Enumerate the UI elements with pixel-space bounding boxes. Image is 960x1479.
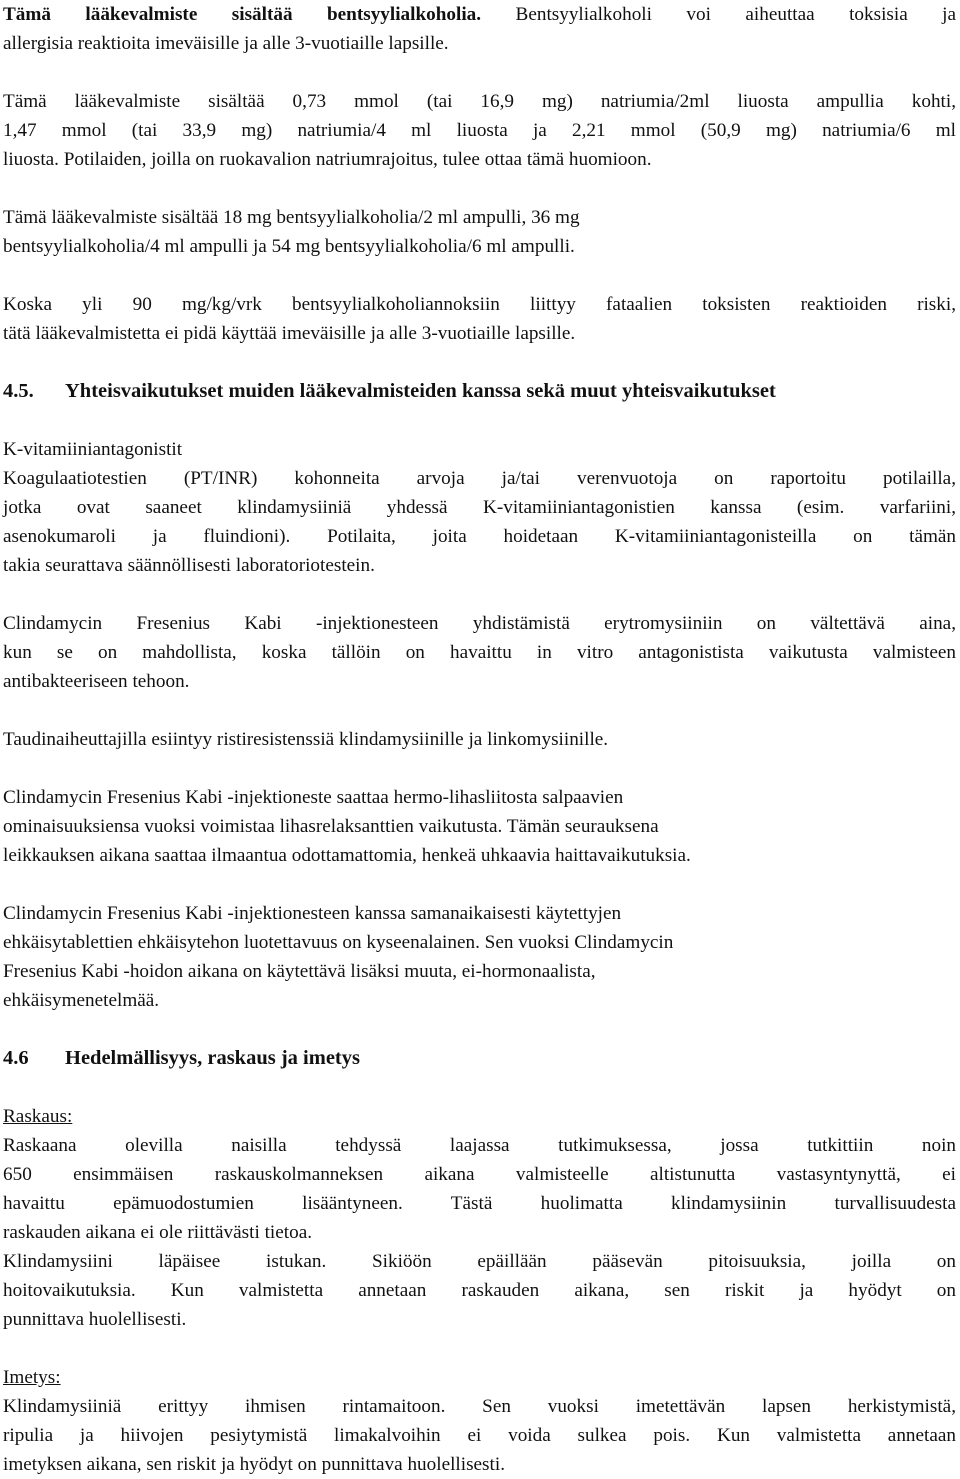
spacer	[3, 870, 956, 899]
spacer	[3, 58, 956, 87]
bold-warning-text: Tämä lääkevalmiste sisältää bentsyylialkoholia.	[3, 4, 482, 25]
text-line: tätä lääkevalmistetta ei pidä käyttää imeväisille ja alle 3-vuotiaille lapsille.	[3, 323, 576, 344]
text-line: allergisia reaktioita imeväisille ja alle 3-vuotiaille lapsille.	[3, 33, 449, 54]
text-line: Klindamysiiniä erittyy ihmisen rintamaitoon. Sen vuoksi imetettävän lapsen herkistymistä,	[3, 1396, 956, 1417]
paragraph-contraceptives	[3, 899, 956, 1015]
paragraph-benzyl-alcohol-warning	[3, 0, 956, 58]
text-line: Tämä lääkevalmiste sisältää 0,73 mmol (tai 16,9 mg) natriumia/2ml liuosta ampullia kohti,	[3, 91, 956, 112]
section-number: 4.5.	[3, 380, 34, 402]
text-line: imetyksen aikana, sen riskit ja hyödyt on punnittava huolellisesti.	[3, 1454, 505, 1475]
pregnancy-label: Raskaus:	[3, 1106, 73, 1127]
text-line: Clindamycin Fresenius Kabi -injektionesteen kanssa samanaikaisesti käytettyjen	[3, 903, 622, 924]
paragraph-toxicity-risk	[3, 290, 956, 348]
spacer	[3, 580, 956, 609]
text-line: jotka ovat saaneet klindamysiiniä yhdessä K-vitamiiniantagonistien kanssa (esim. varfariini,	[3, 497, 956, 518]
text-line: bentsyylialkoholia/4 ml ampulli ja 54 mg bentsyylialkoholia/6 ml ampulli.	[3, 236, 575, 257]
text-line: Klindamysiini läpäisee istukan. Sikiöön epäillään pääsevän pitoisuuksia, joilla on	[3, 1251, 956, 1272]
text-line: takia seurattava säännöllisesti laboratoriotestein.	[3, 555, 375, 576]
spacer	[3, 1073, 956, 1102]
text-line: 650 ensimmäisen raskauskolmanneksen aikana valmisteelle altistunutta vastasyntynyttä, ei	[3, 1164, 956, 1185]
spacer	[3, 348, 956, 377]
paragraph-erythromycin	[3, 609, 956, 696]
text-line: Tämä lääkevalmiste sisältää 18 mg bentsyylialkoholia/2 ml ampulli, 36 mg	[3, 207, 580, 228]
text-line: raskauden aikana ei ole riittävästi tietoa.	[3, 1222, 313, 1243]
paragraph-lactation	[3, 1363, 956, 1479]
text-line: Koagulaatiotestien (PT/INR) kohonneita arvoja ja/tai verenvuotoja on raportoitu potilailla,	[3, 468, 956, 489]
text-line: ehkäisymenetelmää.	[3, 990, 160, 1011]
text-line: Koska yli 90 mg/kg/vrk bentsyylialkoholiannoksiin liittyy fataalien toksisten reaktioiden riski,	[3, 294, 956, 315]
paragraph-cross-resistance	[3, 725, 956, 754]
text-line: havaittu epämuodostumien lisääntyneen. Tästä huolimatta klindamysiinin turvallisuudesta	[3, 1193, 956, 1214]
paragraph-pregnancy	[3, 1102, 956, 1334]
text-line: leikkauksen aikana saattaa ilmaantua odottamattomia, henkeä uhkaavia haittavaikutuksia.	[3, 845, 691, 866]
spacer	[3, 406, 956, 435]
spacer	[3, 696, 956, 725]
text-line: Fresenius Kabi -hoidon aikana on käytettävä lisäksi muuta, ei-hormonaalista,	[3, 961, 596, 982]
text-line: kun se on mahdollista, koska tällöin on havaittu in vitro antagonistista vaikutusta valmisteen	[3, 642, 956, 663]
text-line: liuosta. Potilaiden, joilla on ruokavalion natriumrajoitus, tulee ottaa tämä huomioon.	[3, 149, 652, 170]
text-line: antibakteeriseen tehoon.	[3, 671, 190, 692]
text-line: ehkäisytablettien ehkäisytehon luotettavuus on kyseenalainen. Sen vuoksi Clindamycin	[3, 932, 674, 953]
spacer	[3, 261, 956, 290]
spacer	[3, 1334, 956, 1363]
text-line: Taudinaiheuttajilla esiintyy ristiresistenssiä klindamysiinille ja linkomysiinille.	[3, 729, 609, 750]
spacer	[3, 174, 956, 203]
subheading: K-vitamiiniantagonistit	[3, 439, 183, 460]
section-number: 4.6	[3, 1047, 29, 1069]
text-line: punnittava huolellisesti.	[3, 1309, 187, 1330]
text-line: Clindamycin Fresenius Kabi -injektioneste saattaa hermo-lihasliitosta salpaavien	[3, 787, 624, 808]
text-line: ripulia ja hiivojen pesiytymistä limakalvoihin ei voida sulkea pois. Kun valmistetta annetaan	[3, 1425, 956, 1446]
text-line: ominaisuuksiensa vuoksi voimistaa lihasrelaksanttien vaikutusta. Tämän seurauksena	[3, 816, 659, 837]
text-line: 1,47 mmol (tai 33,9 mg) natriumia/4 ml liuosta ja 2,21 mmol (50,9 mg) natriumia/6 ml	[3, 120, 956, 141]
document-page	[3, 0, 956, 1479]
lactation-label: Imetys:	[3, 1367, 61, 1388]
text-line: Clindamycin Fresenius Kabi -injektionesteen yhdistämistä erytromysiiniin on vältettävä aina,	[3, 613, 956, 634]
section-heading-4-6	[3, 1044, 956, 1073]
text-line: asenokumaroli ja fluindioni). Potilaita, joita hoidetaan K-vitamiiniantagonisteilla on tämän	[3, 526, 956, 547]
paragraph-sodium-content	[3, 87, 956, 174]
paragraph-neuromuscular-blockade	[3, 783, 956, 870]
text-line	[3, 0, 956, 29]
section-heading-4-5	[3, 377, 956, 406]
paragraph-vitamin-k-antagonists	[3, 435, 956, 580]
warning-text: Bentsyylialkoholi voi aiheuttaa toksisia ja	[515, 4, 957, 25]
spacer	[3, 1015, 956, 1044]
paragraph-benzyl-alcohol-content	[3, 203, 956, 261]
text-line: hoitovaikutuksia. Kun valmistetta annetaan raskauden aikana, sen riskit ja hyödyt on	[3, 1280, 956, 1301]
spacer	[3, 754, 956, 783]
section-title: Yhteisvaikutukset muiden lääkevalmisteiden kanssa sekä muut yhteisvaikutukset	[65, 380, 776, 402]
section-title: Hedelmällisyys, raskaus ja imetys	[65, 1047, 360, 1069]
text-line: Raskaana olevilla naisilla tehdyssä laajassa tutkimuksessa, jossa tutkittiin noin	[3, 1135, 956, 1156]
